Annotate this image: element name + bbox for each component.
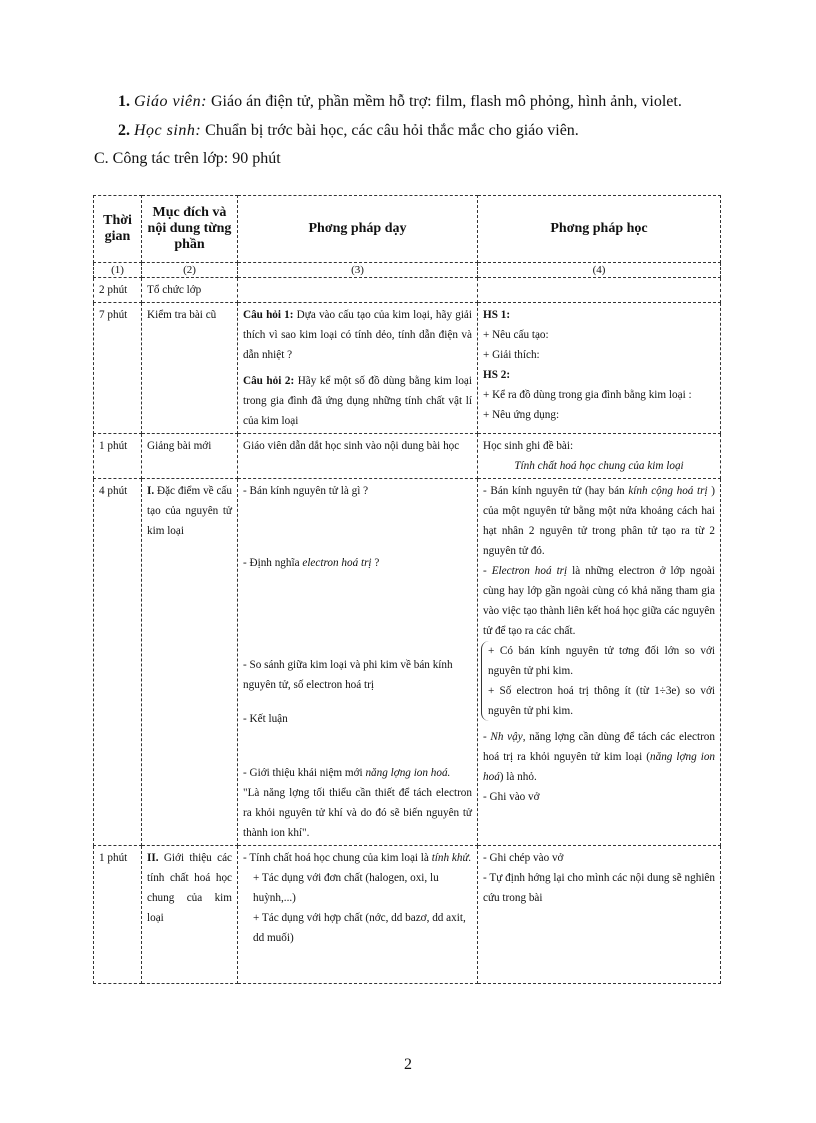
- intro-teacher: [118, 93, 682, 111]
- col-number: (4): [478, 263, 721, 278]
- table-row: [94, 278, 721, 303]
- col-number: (3): [238, 263, 478, 278]
- teaching-cell: - Tính chất hoá học chung của kim loại là tính khử. + Tác dụng với đơn chất (halogen, oxi, lu huỳnh,...) + Tác dụng với hợp chất (nớc, dd bazơ, dd axit, dd muối): [238, 846, 478, 984]
- row-time: 2 phút: [94, 278, 142, 303]
- lesson-title: Tính chất hoá học chung của kim loại: [514, 460, 684, 472]
- hs1-item: + Nêu cấu tạo:: [483, 329, 549, 341]
- learning-cell: [478, 303, 721, 434]
- hs2-item: + Nêu ứng dụng:: [483, 409, 560, 421]
- teaching-cell: - Bán kính nguyên tử là gì ? - Định nghĩa electron hoá trị ? - So sánh giữa kim loại và phi kim về bán kính nguyên tử, số electron hoá trị - Kết luận - Giới thiệu khái niệm mới năng lợng ion hoá. "Là năng lợng tối thiểu cần thiết để tách electron ra khỏi nguyên tử khí và do đó sẽ biến nguyên tử thành ion khí".: [238, 479, 478, 846]
- intro-student-text: Chuẩn bị trớc bài học, các câu hỏi thắc mắc cho giáo viên.: [201, 122, 579, 139]
- row-content: Giảng bài mới: [142, 434, 238, 479]
- table-row: [94, 479, 721, 846]
- header-learning-method: Phơng pháp học: [478, 196, 721, 263]
- hs2-label: HS 2:: [483, 369, 511, 381]
- header-teaching-method: Phơng pháp dạy: [238, 196, 478, 263]
- table-row: [94, 434, 721, 479]
- table-row: [94, 846, 721, 984]
- comparison-brace: + Có bán kính nguyên tử tơng đối lớn so với nguyên tử phi kim. + Số electron hoá trị thông ít (từ 1÷3e) so với nguyên tử phi kim.: [481, 641, 715, 721]
- learning-cell: Học sinh ghi đề bài: Tính chất hoá học chung của kim loại: [478, 434, 721, 479]
- row-content: II. Giới thiệu các tính chất hoá học chung của kim loại: [142, 846, 238, 984]
- learning-cell: - Bán kính nguyên tử (hay bán kính cộng hoá trị ) của một nguyên tử bằng một nửa khoảng cách hai hạt nhân 2 nguyên tử trong phân tử tạo ra từ 2 nguyên tử đó. - Electron hoá trị là những electron ở lớp ngoài cùng hay lớp gần ngoài cùng có khả năng tham gia vào việc tạo thành liên kết hoá học giữa các nguyên tử để tạo ra các chất. + Có bán kính nguyên tử tơng đối lớn so với nguyên tử phi kim. + Số electron hoá trị thông ít (từ 1÷3e) so với nguyên tử phi kim. - Nh vậy, năng lợng cần dùng để tách các electron hoá trị ra khỏi nguyên tử kim loại (năng lợng ion hoá) là nhỏ. - Ghi vào vở: [478, 479, 721, 846]
- question-1: Câu hỏi 1: Dựa vào cấu tạo của kim loại, hãy giải thích vì sao kim loại có tính dẻo, tính dẫn điện và dẫn nhiệt ?: [243, 309, 472, 361]
- intro-teacher-label: Giáo viên:: [134, 93, 207, 110]
- intro-student-num: 2.: [118, 122, 130, 139]
- learning-cell: - Ghi chép vào vở - Tự định hớng lại cho mình các nội dung sẽ nghiên cứu trong bài: [478, 846, 721, 984]
- row-content: Kiểm tra bài cũ: [142, 303, 238, 434]
- teaching-cell: [238, 303, 478, 434]
- col-number: (1): [94, 263, 142, 278]
- row-time: 1 phút: [94, 846, 142, 984]
- col-number: (2): [142, 263, 238, 278]
- row-time: 1 phút: [94, 434, 142, 479]
- intro-teacher-num: 1.: [118, 93, 130, 110]
- intro-student: [118, 122, 579, 140]
- intro-teacher-text: Giáo án điện tử, phần mềm hỗ trợ: film, flash mô phỏng, hình ảnh, violet.: [206, 93, 682, 110]
- lesson-plan-table: [93, 195, 721, 984]
- teaching-cell: Giáo viên dẫn dắt học sinh vào nội dung bài học: [238, 434, 478, 479]
- table-header-row: [94, 196, 721, 263]
- question-2: Câu hỏi 2: Hãy kể một số đồ dùng bằng kim loại trong gia đình đã ứng dụng những tính chất vật lí của kim loại: [243, 375, 472, 427]
- row-time: 7 phút: [94, 303, 142, 434]
- row-content: Tổ chức lớp: [142, 278, 238, 303]
- row-time: 4 phút: [94, 479, 142, 846]
- header-time: Thời gian: [94, 196, 142, 263]
- header-purpose: Mục đích và nội dung từng phần: [142, 196, 238, 263]
- row-content: I. Đặc điểm về cấu tạo của nguyên tử kim loại: [142, 479, 238, 846]
- column-number-row: [94, 263, 721, 278]
- section-heading: C. Công tác trên lớp: 90 phút: [94, 150, 281, 167]
- hs1-label: HS 1:: [483, 309, 511, 321]
- hs1-item: + Giải thích:: [483, 349, 540, 361]
- intro-student-label: Học sinh:: [134, 122, 202, 139]
- table-row: [94, 303, 721, 434]
- page-number: 2: [404, 1056, 412, 1073]
- hs2-item: + Kể ra đồ dùng trong gia đình bằng kim loại :: [483, 389, 692, 401]
